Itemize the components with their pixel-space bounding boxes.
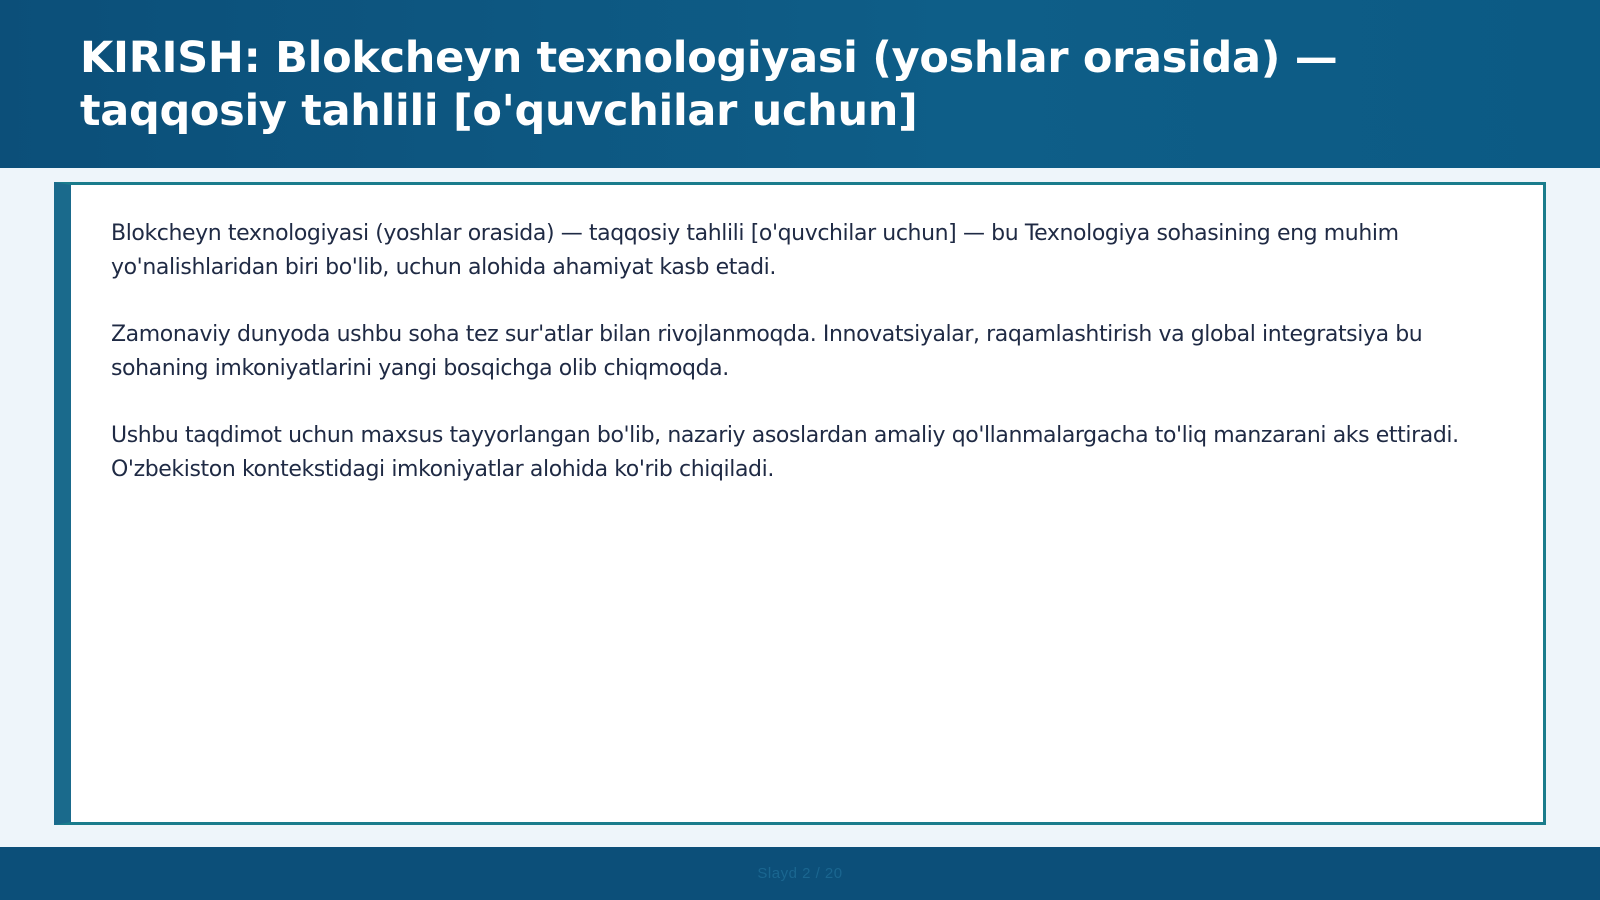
content-card (54, 182, 1546, 825)
slide-footer (0, 847, 1600, 900)
slide-header (0, 0, 1600, 168)
paragraph-presentation-purpose: Ushbu taqdimot uchun maxsus tayyorlangan bo'lib, nazariy asoslardan amaliy qo'llanmalargacha to'liq manzarani aks ettiradi. O'zbekiston kontekstidagi imkoniyatlar alohida ko'rib chiqiladi. (111, 423, 1459, 482)
paragraph-modern-world: Zamonaviy dunyoda ushbu soha tez sur'atlar bilan rivojlanmoqda. Innovatsiyalar, raqamlashtirish va global integratsiya bu sohaning imkoniyatlarini yangi bosqichga olib chiqmoqda. (111, 322, 1423, 381)
paragraph-intro: Blokcheyn texnologiyasi (yoshlar orasida) — taqqosiy tahlili [o'quvchilar uchun] — bu Texnologiya sohasining eng muhim yo'nalishlaridan biri bo'lib, uchun alohida ahamiyat kasb etadi. (111, 221, 1399, 280)
slide-title: KIRISH: Blokcheyn texnologiyasi (yoshlar orasida) — taqqosiy tahlili [o'quvchilar uchun] (80, 33, 1338, 136)
slide-number: Slayd 2 / 20 (757, 865, 843, 882)
